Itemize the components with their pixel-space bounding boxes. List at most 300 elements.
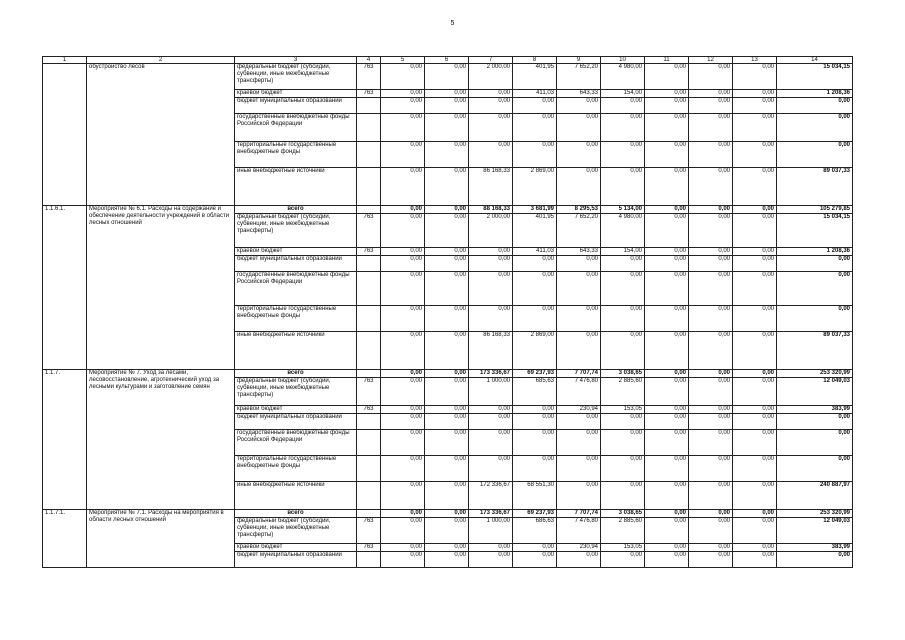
year-value: 401,95 bbox=[513, 64, 557, 90]
year-value: 0,00 bbox=[381, 510, 425, 518]
year-value: 0,00 bbox=[689, 90, 733, 98]
year-value: 0,00 bbox=[689, 248, 733, 256]
column-header: 5 bbox=[381, 57, 425, 64]
year-value: 0,00 bbox=[425, 64, 469, 90]
total-value: 253 320,99 bbox=[777, 370, 853, 378]
year-value: 0,00 bbox=[733, 214, 777, 248]
year-value: 0,00 bbox=[601, 114, 645, 142]
year-value: 0,00 bbox=[601, 456, 645, 482]
year-value: 0,00 bbox=[381, 332, 425, 370]
budget-code: 763 bbox=[357, 518, 381, 544]
funding-source: краевой бюджет bbox=[235, 90, 357, 98]
year-value: 0,00 bbox=[425, 544, 469, 552]
budget-table bbox=[42, 56, 853, 568]
year-value: 0,00 bbox=[557, 114, 601, 142]
year-value: 0,00 bbox=[381, 456, 425, 482]
year-value: 686,63 bbox=[513, 518, 557, 544]
year-value: 0,00 bbox=[689, 482, 733, 510]
total-value: 89 037,33 bbox=[777, 168, 853, 206]
year-value: 0,00 bbox=[513, 272, 557, 306]
year-value: 7 707,74 bbox=[557, 370, 601, 378]
table-body bbox=[43, 57, 853, 568]
year-value: 643,33 bbox=[557, 248, 601, 256]
total-value: 383,99 bbox=[777, 406, 853, 414]
budget-code: 763 bbox=[357, 544, 381, 552]
year-value: 0,00 bbox=[381, 414, 425, 430]
year-value: 0,00 bbox=[733, 272, 777, 306]
year-value: 0,00 bbox=[513, 456, 557, 482]
column-header: 11 bbox=[645, 57, 689, 64]
column-header: 1 bbox=[43, 57, 87, 64]
year-value: 0,00 bbox=[601, 168, 645, 206]
year-value: 0,00 bbox=[733, 248, 777, 256]
total-value: 0,00 bbox=[777, 98, 853, 114]
year-value: 0,00 bbox=[733, 378, 777, 406]
measure-name: Мероприятие № 7. Уход за лесами, лесовосстановление, агротехнический уход за лесными культурами и заготовление семян bbox=[87, 370, 235, 510]
year-value: 0,00 bbox=[557, 552, 601, 568]
year-value: 0,00 bbox=[601, 306, 645, 332]
year-value: 0,00 bbox=[469, 544, 513, 552]
year-value: 0,00 bbox=[689, 168, 733, 206]
year-value: 411,03 bbox=[513, 90, 557, 98]
year-value: 0,00 bbox=[381, 544, 425, 552]
total-value: 0,00 bbox=[777, 272, 853, 306]
year-value: 0,00 bbox=[645, 544, 689, 552]
funding-source: федеральный бюджет (субсидии, субвенции, иные межбюджетные трансферты) bbox=[235, 518, 357, 544]
year-value: 0,00 bbox=[513, 256, 557, 272]
year-value: 0,00 bbox=[689, 552, 733, 568]
header-row bbox=[43, 57, 853, 64]
total-value: 12 049,03 bbox=[777, 378, 853, 406]
total-value: 12 049,03 bbox=[777, 518, 853, 544]
year-value: 0,00 bbox=[425, 168, 469, 206]
year-value: 0,00 bbox=[381, 168, 425, 206]
year-value: 3 038,65 bbox=[601, 370, 645, 378]
measure-name: обустройство лесов bbox=[87, 64, 235, 206]
budget-code bbox=[357, 206, 381, 214]
year-value: 0,00 bbox=[689, 272, 733, 306]
year-value: 0,00 bbox=[425, 142, 469, 168]
funding-source: иные внебюджетные источники bbox=[235, 482, 357, 510]
total-value: 0,00 bbox=[777, 456, 853, 482]
budget-code bbox=[357, 370, 381, 378]
year-value: 0,00 bbox=[733, 552, 777, 568]
year-value: 0,00 bbox=[645, 510, 689, 518]
year-value: 0,00 bbox=[689, 206, 733, 214]
total-value: 0,00 bbox=[777, 414, 853, 430]
year-value: 0,00 bbox=[645, 142, 689, 168]
year-value: 0,00 bbox=[425, 510, 469, 518]
total-value: 105 279,85 bbox=[777, 206, 853, 214]
year-value: 0,00 bbox=[425, 98, 469, 114]
year-value: 0,00 bbox=[645, 98, 689, 114]
funding-source: краевой бюджет bbox=[235, 544, 357, 552]
page-number: 5 bbox=[450, 20, 455, 27]
year-value: 0,00 bbox=[733, 414, 777, 430]
year-value: 8 295,53 bbox=[557, 206, 601, 214]
year-value: 401,95 bbox=[513, 214, 557, 248]
table-row bbox=[43, 510, 853, 518]
year-value: 0,00 bbox=[733, 510, 777, 518]
year-value: 230,94 bbox=[557, 406, 601, 414]
year-value: 0,00 bbox=[645, 206, 689, 214]
table-row bbox=[43, 370, 853, 378]
year-value: 0,00 bbox=[513, 544, 557, 552]
funding-source: всего bbox=[235, 510, 357, 518]
year-value: 4 980,00 bbox=[601, 214, 645, 248]
year-value: 7 652,20 bbox=[557, 64, 601, 90]
year-value: 0,00 bbox=[645, 306, 689, 332]
year-value: 0,00 bbox=[557, 456, 601, 482]
year-value: 411,03 bbox=[513, 248, 557, 256]
year-value: 0,00 bbox=[469, 142, 513, 168]
year-value: 0,00 bbox=[381, 142, 425, 168]
year-value: 4 980,00 bbox=[601, 64, 645, 90]
year-value: 0,00 bbox=[733, 518, 777, 544]
year-value: 230,94 bbox=[557, 544, 601, 552]
year-value: 0,00 bbox=[557, 430, 601, 456]
year-value: 0,00 bbox=[557, 414, 601, 430]
funding-source: бюджет муниципальных образований bbox=[235, 414, 357, 430]
column-header: 4 bbox=[357, 57, 381, 64]
budget-code: 763 bbox=[357, 214, 381, 248]
total-value: 0,00 bbox=[777, 142, 853, 168]
year-value: 0,00 bbox=[733, 406, 777, 414]
funding-source: государственные внебюджетные фонды Российской Федерации bbox=[235, 272, 357, 306]
year-value: 0,00 bbox=[645, 332, 689, 370]
budget-code bbox=[357, 98, 381, 114]
year-value: 0,00 bbox=[689, 406, 733, 414]
year-value: 0,00 bbox=[425, 406, 469, 414]
measure-number: 1.1.7.1. bbox=[43, 510, 87, 568]
year-value: 0,00 bbox=[689, 306, 733, 332]
funding-source: территориальные государственные внебюджетные фонды bbox=[235, 456, 357, 482]
year-value: 0,00 bbox=[425, 306, 469, 332]
total-value: 0,00 bbox=[777, 430, 853, 456]
year-value: 0,00 bbox=[557, 142, 601, 168]
year-value: 0,00 bbox=[513, 552, 557, 568]
year-value: 0,00 bbox=[469, 114, 513, 142]
funding-source: краевой бюджет bbox=[235, 248, 357, 256]
year-value: 0,00 bbox=[469, 98, 513, 114]
funding-source: бюджет муниципальных образований bbox=[235, 98, 357, 114]
column-header: 2 bbox=[87, 57, 235, 64]
column-header: 14 bbox=[777, 57, 853, 64]
table-row bbox=[43, 206, 853, 214]
year-value: 0,00 bbox=[381, 378, 425, 406]
year-value: 2 869,00 bbox=[513, 168, 557, 206]
year-value: 154,00 bbox=[601, 90, 645, 98]
year-value: 69 237,93 bbox=[513, 510, 557, 518]
year-value: 0,00 bbox=[689, 114, 733, 142]
year-value: 0,00 bbox=[645, 518, 689, 544]
budget-code: 763 bbox=[357, 248, 381, 256]
year-value: 0,00 bbox=[425, 430, 469, 456]
total-value: 0,00 bbox=[777, 256, 853, 272]
year-value: 0,00 bbox=[381, 272, 425, 306]
year-value: 0,00 bbox=[645, 248, 689, 256]
year-value: 0,00 bbox=[381, 430, 425, 456]
year-value: 0,00 bbox=[601, 414, 645, 430]
funding-source: краевой бюджет bbox=[235, 406, 357, 414]
year-value: 0,00 bbox=[645, 430, 689, 456]
year-value: 0,00 bbox=[689, 414, 733, 430]
measure-name: Мероприятие № 7.1. Расходы на мероприятия в области лесных отношений bbox=[87, 510, 235, 568]
year-value: 68 551,30 bbox=[513, 482, 557, 510]
year-value: 5 134,00 bbox=[601, 206, 645, 214]
budget-code bbox=[357, 256, 381, 272]
measure-number bbox=[43, 64, 87, 206]
year-value: 0,00 bbox=[689, 378, 733, 406]
year-value: 0,00 bbox=[557, 168, 601, 206]
year-value: 0,00 bbox=[469, 248, 513, 256]
year-value: 0,00 bbox=[645, 64, 689, 90]
year-value: 0,00 bbox=[733, 332, 777, 370]
year-value: 0,00 bbox=[425, 370, 469, 378]
year-value: 0,00 bbox=[381, 206, 425, 214]
total-value: 15 034,15 bbox=[777, 214, 853, 248]
year-value: 0,00 bbox=[601, 482, 645, 510]
column-header: 9 bbox=[557, 57, 601, 64]
funding-source: бюджет муниципальных образований bbox=[235, 552, 357, 568]
column-header: 13 bbox=[733, 57, 777, 64]
budget-code bbox=[357, 510, 381, 518]
funding-source: иные внебюджетные источники bbox=[235, 332, 357, 370]
year-value: 0,00 bbox=[469, 272, 513, 306]
year-value: 0,00 bbox=[733, 430, 777, 456]
year-value: 0,00 bbox=[469, 406, 513, 414]
year-value: 2 000,00 bbox=[469, 64, 513, 90]
year-value: 0,00 bbox=[733, 168, 777, 206]
year-value: 0,00 bbox=[513, 142, 557, 168]
budget-code bbox=[357, 332, 381, 370]
budget-code bbox=[357, 552, 381, 568]
budget-code bbox=[357, 168, 381, 206]
year-value: 0,00 bbox=[733, 206, 777, 214]
funding-source: всего bbox=[235, 370, 357, 378]
budget-code bbox=[357, 306, 381, 332]
funding-source: федеральный бюджет (субсидии, субвенции, иные межбюджетные трансферты) bbox=[235, 378, 357, 406]
year-value: 3 038,65 bbox=[601, 510, 645, 518]
year-value: 0,00 bbox=[733, 306, 777, 332]
year-value: 0,00 bbox=[381, 518, 425, 544]
year-value: 0,00 bbox=[425, 552, 469, 568]
year-value: 0,00 bbox=[381, 256, 425, 272]
total-value: 1 208,36 bbox=[777, 248, 853, 256]
year-value: 0,00 bbox=[733, 142, 777, 168]
year-value: 154,00 bbox=[601, 248, 645, 256]
year-value: 0,00 bbox=[645, 414, 689, 430]
budget-code: 763 bbox=[357, 64, 381, 90]
year-value: 0,00 bbox=[733, 370, 777, 378]
year-value: 0,00 bbox=[601, 98, 645, 114]
year-value: 0,00 bbox=[689, 332, 733, 370]
year-value: 0,00 bbox=[469, 90, 513, 98]
year-value: 0,00 bbox=[557, 272, 601, 306]
budget-code bbox=[357, 482, 381, 510]
total-value: 0,00 bbox=[777, 306, 853, 332]
year-value: 0,00 bbox=[513, 306, 557, 332]
year-value: 2 869,00 bbox=[513, 332, 557, 370]
year-value: 0,00 bbox=[689, 544, 733, 552]
measure-number: 1.1.7. bbox=[43, 370, 87, 510]
year-value: 0,00 bbox=[425, 456, 469, 482]
year-value: 0,00 bbox=[689, 430, 733, 456]
year-value: 0,00 bbox=[601, 332, 645, 370]
total-value: 240 887,97 bbox=[777, 482, 853, 510]
year-value: 172 336,67 bbox=[469, 482, 513, 510]
budget-code bbox=[357, 142, 381, 168]
budget-code bbox=[357, 430, 381, 456]
year-value: 0,00 bbox=[381, 406, 425, 414]
year-value: 0,00 bbox=[689, 64, 733, 90]
year-value: 0,00 bbox=[689, 214, 733, 248]
year-value: 0,00 bbox=[513, 114, 557, 142]
year-value: 0,00 bbox=[557, 482, 601, 510]
budget-code bbox=[357, 456, 381, 482]
year-value: 0,00 bbox=[381, 114, 425, 142]
year-value: 0,00 bbox=[733, 256, 777, 272]
year-value: 0,00 bbox=[645, 378, 689, 406]
year-value: 0,00 bbox=[381, 90, 425, 98]
year-value: 0,00 bbox=[645, 256, 689, 272]
year-value: 0,00 bbox=[381, 64, 425, 90]
year-value: 2 885,60 bbox=[601, 518, 645, 544]
year-value: 0,00 bbox=[557, 306, 601, 332]
year-value: 2 000,00 bbox=[469, 214, 513, 248]
year-value: 0,00 bbox=[733, 64, 777, 90]
year-value: 0,00 bbox=[645, 114, 689, 142]
total-value: 1 208,36 bbox=[777, 90, 853, 98]
year-value: 0,00 bbox=[425, 518, 469, 544]
year-value: 0,00 bbox=[689, 370, 733, 378]
year-value: 0,00 bbox=[733, 544, 777, 552]
year-value: 0,00 bbox=[513, 414, 557, 430]
year-value: 153,05 bbox=[601, 406, 645, 414]
year-value: 86 168,33 bbox=[469, 332, 513, 370]
year-value: 0,00 bbox=[381, 482, 425, 510]
year-value: 0,00 bbox=[425, 206, 469, 214]
year-value: 0,00 bbox=[733, 114, 777, 142]
budget-code bbox=[357, 272, 381, 306]
year-value: 86 168,33 bbox=[469, 168, 513, 206]
year-value: 0,00 bbox=[425, 414, 469, 430]
year-value: 0,00 bbox=[425, 378, 469, 406]
year-value: 0,00 bbox=[425, 332, 469, 370]
year-value: 0,00 bbox=[689, 256, 733, 272]
column-header: 10 bbox=[601, 57, 645, 64]
year-value: 0,00 bbox=[381, 248, 425, 256]
year-value: 1 000,00 bbox=[469, 378, 513, 406]
year-value: 0,00 bbox=[645, 406, 689, 414]
budget-code bbox=[357, 114, 381, 142]
year-value: 0,00 bbox=[689, 456, 733, 482]
year-value: 0,00 bbox=[645, 272, 689, 306]
year-value: 643,33 bbox=[557, 90, 601, 98]
year-value: 69 237,93 bbox=[513, 370, 557, 378]
total-value: 15 034,15 bbox=[777, 64, 853, 90]
year-value: 0,00 bbox=[381, 370, 425, 378]
year-value: 0,00 bbox=[469, 306, 513, 332]
year-value: 0,00 bbox=[733, 482, 777, 510]
year-value: 0,00 bbox=[601, 142, 645, 168]
column-header: 12 bbox=[689, 57, 733, 64]
funding-source: федеральный бюджет (субсидии, субвенции, иные межбюджетные трансферты) bbox=[235, 214, 357, 248]
year-value: 7 652,20 bbox=[557, 214, 601, 248]
year-value: 0,00 bbox=[645, 552, 689, 568]
year-value: 0,00 bbox=[645, 370, 689, 378]
total-value: 89 037,33 bbox=[777, 332, 853, 370]
year-value: 7 476,80 bbox=[557, 518, 601, 544]
year-value: 0,00 bbox=[469, 430, 513, 456]
funding-source: бюджет муниципальных образований bbox=[235, 256, 357, 272]
year-value: 153,05 bbox=[601, 544, 645, 552]
year-value: 173 336,67 bbox=[469, 510, 513, 518]
year-value: 0,00 bbox=[733, 90, 777, 98]
year-value: 0,00 bbox=[381, 552, 425, 568]
year-value: 7 707,74 bbox=[557, 510, 601, 518]
year-value: 0,00 bbox=[425, 256, 469, 272]
year-value: 0,00 bbox=[425, 90, 469, 98]
year-value: 0,00 bbox=[425, 248, 469, 256]
year-value: 0,00 bbox=[557, 98, 601, 114]
funding-source: государственные внебюджетные фонды Российской Федерации bbox=[235, 430, 357, 456]
year-value: 0,00 bbox=[381, 214, 425, 248]
funding-source: всего bbox=[235, 206, 357, 214]
budget-code: 763 bbox=[357, 378, 381, 406]
total-value: 0,00 bbox=[777, 114, 853, 142]
column-header: 6 bbox=[425, 57, 469, 64]
year-value: 0,00 bbox=[689, 518, 733, 544]
year-value: 0,00 bbox=[557, 332, 601, 370]
year-value: 0,00 bbox=[513, 406, 557, 414]
funding-source: государственные внебюджетные фонды Российской Федерации bbox=[235, 114, 357, 142]
year-value: 0,00 bbox=[469, 552, 513, 568]
measure-number: 1.1.6.1. bbox=[43, 206, 87, 370]
year-value: 0,00 bbox=[689, 510, 733, 518]
year-value: 3 681,99 bbox=[513, 206, 557, 214]
year-value: 0,00 bbox=[689, 142, 733, 168]
year-value: 0,00 bbox=[425, 482, 469, 510]
year-value: 0,00 bbox=[645, 214, 689, 248]
year-value: 0,00 bbox=[601, 552, 645, 568]
budget-code: 763 bbox=[357, 406, 381, 414]
year-value: 0,00 bbox=[601, 272, 645, 306]
year-value: 0,00 bbox=[469, 414, 513, 430]
funding-source: федеральный бюджет (субсидии, субвенции, иные межбюджетные трансферты) bbox=[235, 64, 357, 90]
year-value: 0,00 bbox=[469, 456, 513, 482]
year-value: 173 336,67 bbox=[469, 370, 513, 378]
year-value: 0,00 bbox=[557, 256, 601, 272]
year-value: 0,00 bbox=[689, 98, 733, 114]
year-value: 0,00 bbox=[469, 256, 513, 272]
year-value: 0,00 bbox=[425, 272, 469, 306]
year-value: 2 885,60 bbox=[601, 378, 645, 406]
year-value: 0,00 bbox=[645, 482, 689, 510]
year-value: 0,00 bbox=[381, 98, 425, 114]
year-value: 685,63 bbox=[513, 378, 557, 406]
budget-code bbox=[357, 414, 381, 430]
year-value: 0,00 bbox=[601, 430, 645, 456]
year-value: 7 476,80 bbox=[557, 378, 601, 406]
measure-name: Мероприятие № 6.1. Расходы на содержание и обеспечение деятельности учреждений в области лесных отношений bbox=[87, 206, 235, 370]
total-value: 383,99 bbox=[777, 544, 853, 552]
table-row bbox=[43, 64, 853, 90]
year-value: 0,00 bbox=[645, 168, 689, 206]
year-value: 0,00 bbox=[425, 114, 469, 142]
year-value: 0,00 bbox=[513, 98, 557, 114]
year-value: 0,00 bbox=[733, 98, 777, 114]
